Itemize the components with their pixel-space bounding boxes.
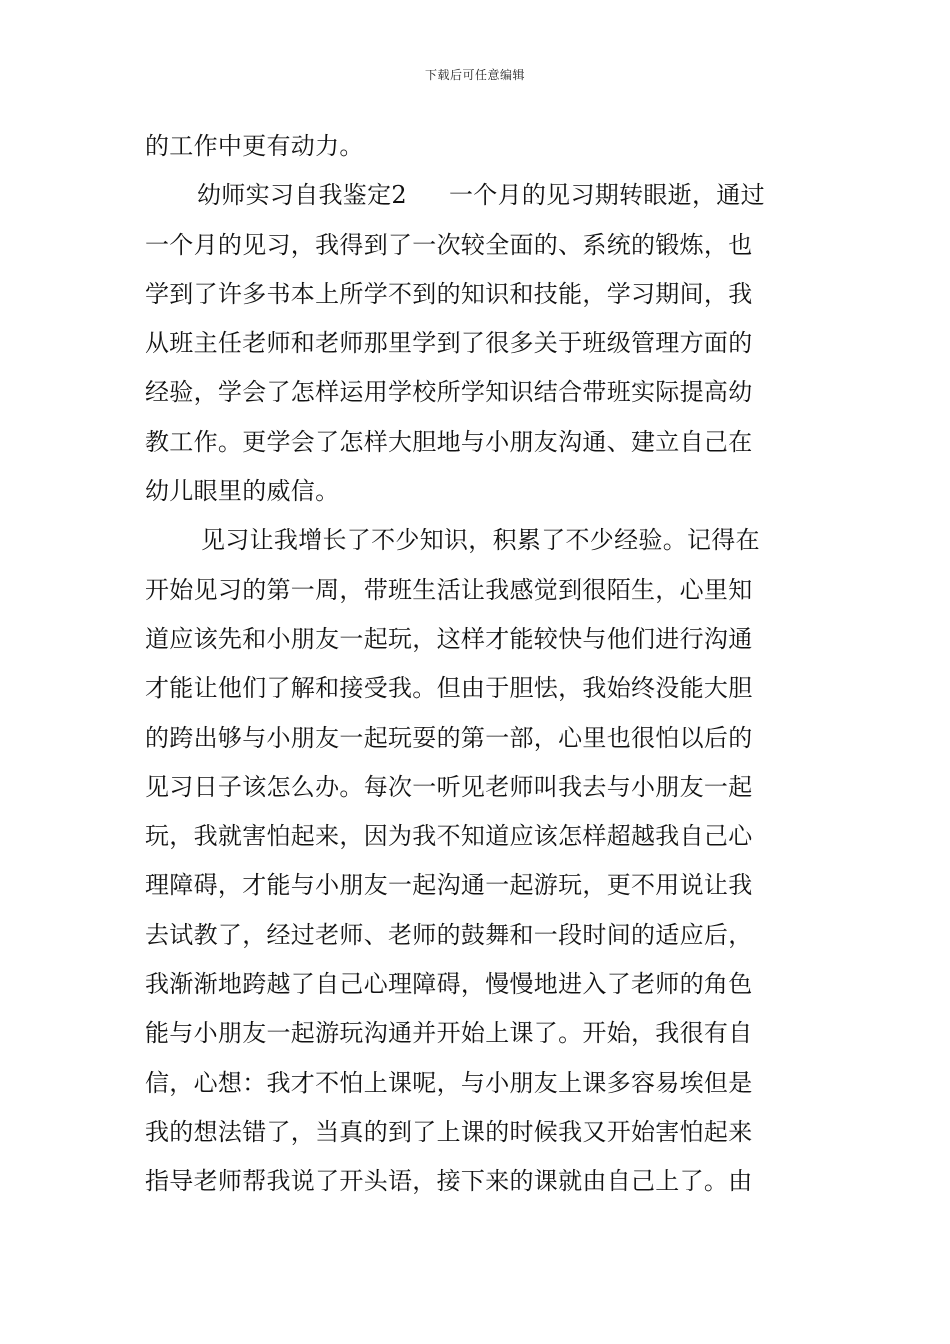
text-line: 去试教了，经过老师、老师的鼓舞和一段时间的适应后，: [145, 920, 753, 949]
text-line: 能与小朋友一起游玩沟通并开始上课了。开始，我很有自: [145, 1019, 753, 1048]
text-line: 一个月的见习，我得到了一次较全面的、系统的锻炼，也: [145, 230, 753, 259]
text-line: 幼儿眼里的威信。: [145, 477, 340, 506]
text-line-continuation: 一个月的见习期转眼逝，通过: [448, 181, 765, 210]
section-heading-line: [145, 171, 810, 220]
text-line: 经验，学会了怎样运用学校所学知识结合带班实际提高幼: [145, 378, 753, 407]
text-line: 从班主任老师和老师那里学到了很多关于班级管理方面的: [145, 329, 753, 358]
text-line: 才能让他们了解和接受我。但由于胆怯，我始终没能大胆: [145, 674, 753, 703]
text-line: 学到了许多书本上所学不到的知识和技能，学习期间，我: [145, 279, 753, 308]
text-line: 理障碍，才能与小朋友一起沟通一起游玩，更不用说让我: [145, 871, 753, 900]
text-line: 我的想法错了，当真的到了上课的时候我又开始害怕起来: [145, 1117, 753, 1146]
text-line: 我渐渐地跨越了自己心理障碍，慢慢地进入了老师的角色: [145, 970, 753, 999]
text-line: 开始见习的第一周，带班生活让我感觉到很陌生，心里知: [145, 575, 753, 604]
text-line: 信，心想：我才不怕上课呢，与小朋友上课多容易埃但是: [145, 1068, 753, 1097]
text-line: 玩，我就害怕起来，因为我不知道应该怎样超越我自己心: [145, 822, 753, 851]
text-line: 的跨出够与小朋友一起玩耍的第一部，心里也很怕以后的: [145, 723, 753, 752]
section-title: 幼师实习自我鉴定2: [197, 181, 407, 210]
text-line: 的工作中更有动力。: [145, 132, 364, 160]
text-line: 教工作。更学会了怎样大胆地与小朋友沟通、建立自己在: [145, 427, 753, 456]
document-body: [145, 122, 810, 1207]
text-line: 指导老师帮我说了开头语，接下来的课就由自己上了。由: [145, 1167, 753, 1196]
page-header: 下载后可任意编辑: [424, 68, 525, 82]
paragraph-start-line: 见习让我增长了不少知识，积累了不少经验。记得在: [201, 526, 760, 555]
text-line: 见习日子该怎么办。每次一听见老师叫我去与小朋友一起: [145, 772, 753, 801]
text-line: 道应该先和小朋友一起玩，这样才能较快与他们进行沟通: [145, 624, 753, 653]
